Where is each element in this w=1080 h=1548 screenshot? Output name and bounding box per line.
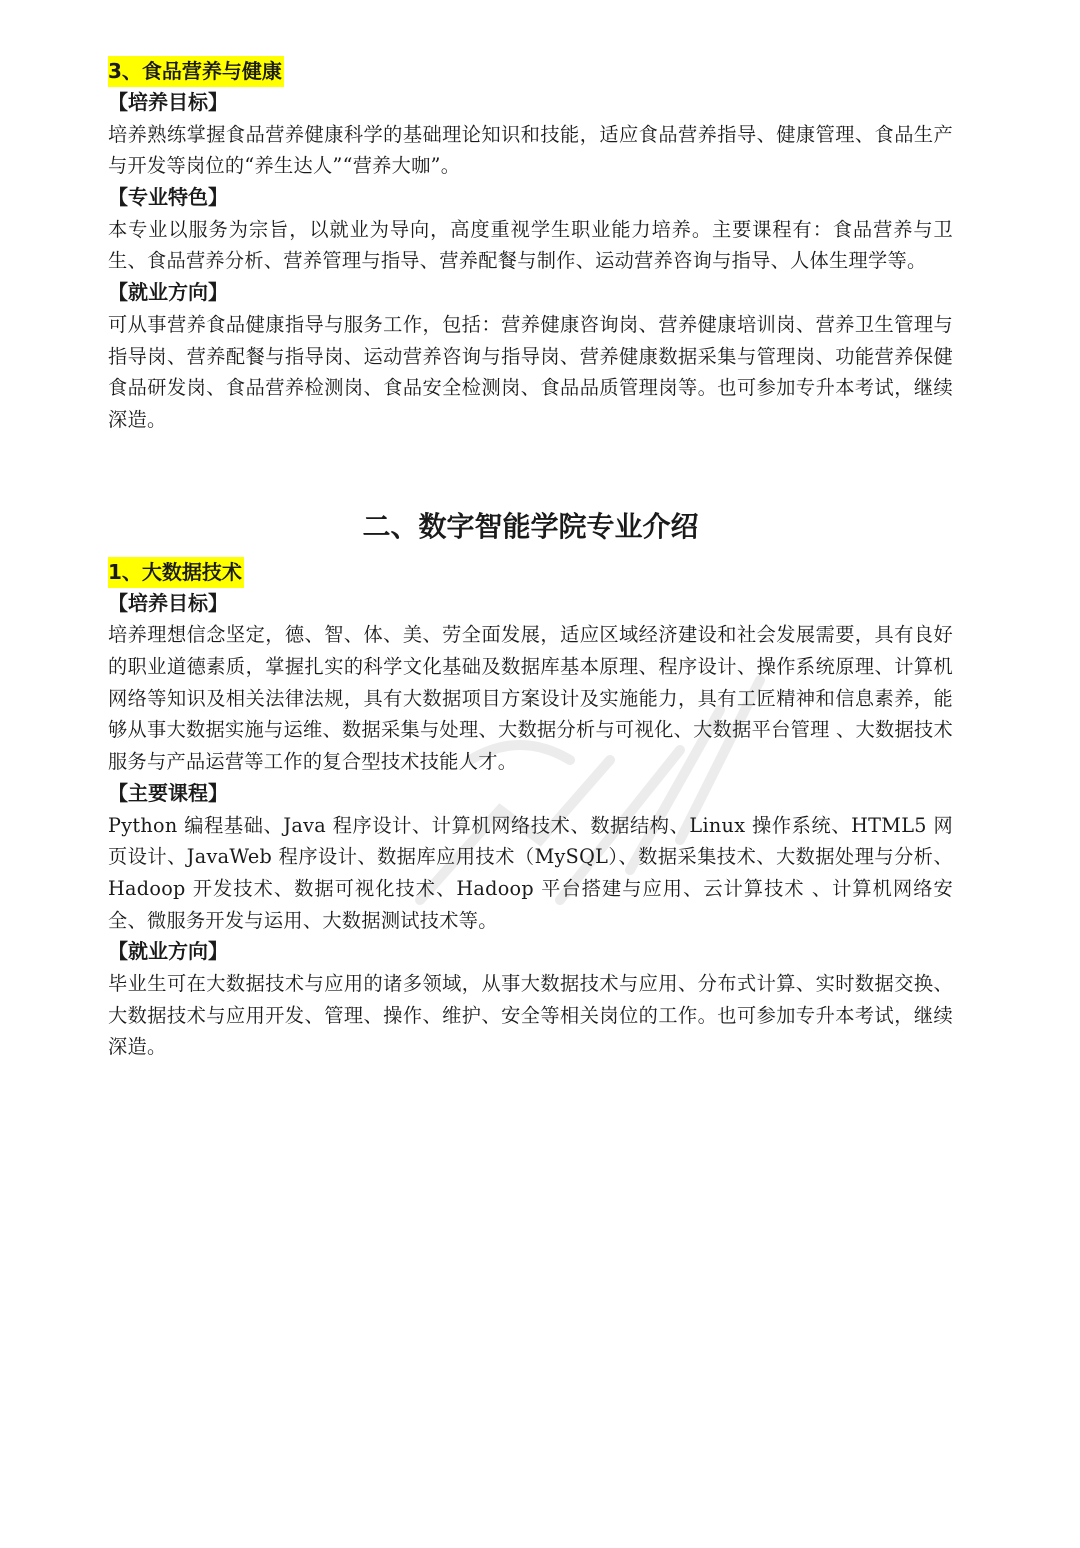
goal-heading: 【培养目标】 bbox=[108, 90, 228, 114]
major-title: 1、大数据技术 bbox=[108, 557, 244, 588]
major-title: 3、食品营养与健康 bbox=[108, 56, 284, 87]
document-page bbox=[108, 56, 953, 1063]
goal-text: 培养熟练掌握食品营养健康科学的基础理论知识和技能，适应食品营养指导、健康管理、食品生产与开发等岗位的“养生达人”“营养大咖”。 bbox=[108, 122, 953, 178]
goal-text: 培养理想信念坚定，德、智、体、美、劳全面发展，适应区域经济建设和社会发展需要，具有良好的职业道德素质，掌握扎实的科学文化基础及数据库基本原理、程序设计、操作系统原理、计算机网络等知识及相关法律法规，具有大数据项目方案设计及实施能力，具有工匠精神和信息素养，能够从事大数据实施与运维、数据采集与处理、大数据分析与可视化、大数据平台管理 、大数据技术服务与产品运营等工作的复合型技术技能人才。 bbox=[108, 623, 953, 774]
career-heading: 【就业方向】 bbox=[108, 939, 228, 964]
section-title: 二、数字智能学院专业介绍 bbox=[362, 509, 699, 543]
career-text: 毕业生可在大数据技术与应用的诸多领域，从事大数据技术与应用、分布式计算、实时数据交换、大数据技术与应用开发、管理、操作、维护、安全等相关岗位的工作。也可参加专升本考试，继续深造。 bbox=[108, 972, 953, 1059]
career-heading: 【就业方向】 bbox=[108, 280, 228, 305]
feature-text: 本专业以服务为宗旨，以就业为导向，高度重视学生职业能力培养。主要课程有：食品营养与卫生、食品营养分析、营养管理与指导、营养配餐与制作、运动营养咨询与指导、人体生理学等。 bbox=[108, 217, 953, 273]
career-text: 可从事营养食品健康指导与服务工作，包括：营养健康咨询岗、营养健康培训岗、营养卫生管理与指导岗、营养配餐与指导岗、运动营养咨询与指导岗、营养健康数据采集与管理岗、功能营养保健食品研发岗、食品营养检测岗、食品安全检测岗、食品品质管理岗等。也可参加专升本考试，继续深造。 bbox=[108, 312, 953, 431]
major-food-nutrition bbox=[108, 56, 953, 436]
feature-heading: 【专业特色】 bbox=[108, 185, 228, 210]
goal-heading: 【培养目标】 bbox=[108, 590, 228, 615]
courses-heading: 【主要课程】 bbox=[108, 780, 228, 805]
courses-text: Python 编程基础、Java 程序设计、计算机网络技术、数据结构、Linux 操作系统、HTML5 网页设计、JavaWeb 程序设计、数据库应用技术（MySQL）、数据采集技术、大数据处理与分析、Hadoop 开发技术、数据可视化技术、Hadoop 平台搭建与应用、云计算技术 、计算机网络安全、微服务开发与运用、大数据测试技术等。 bbox=[108, 813, 953, 932]
major-big-data bbox=[108, 557, 953, 1064]
